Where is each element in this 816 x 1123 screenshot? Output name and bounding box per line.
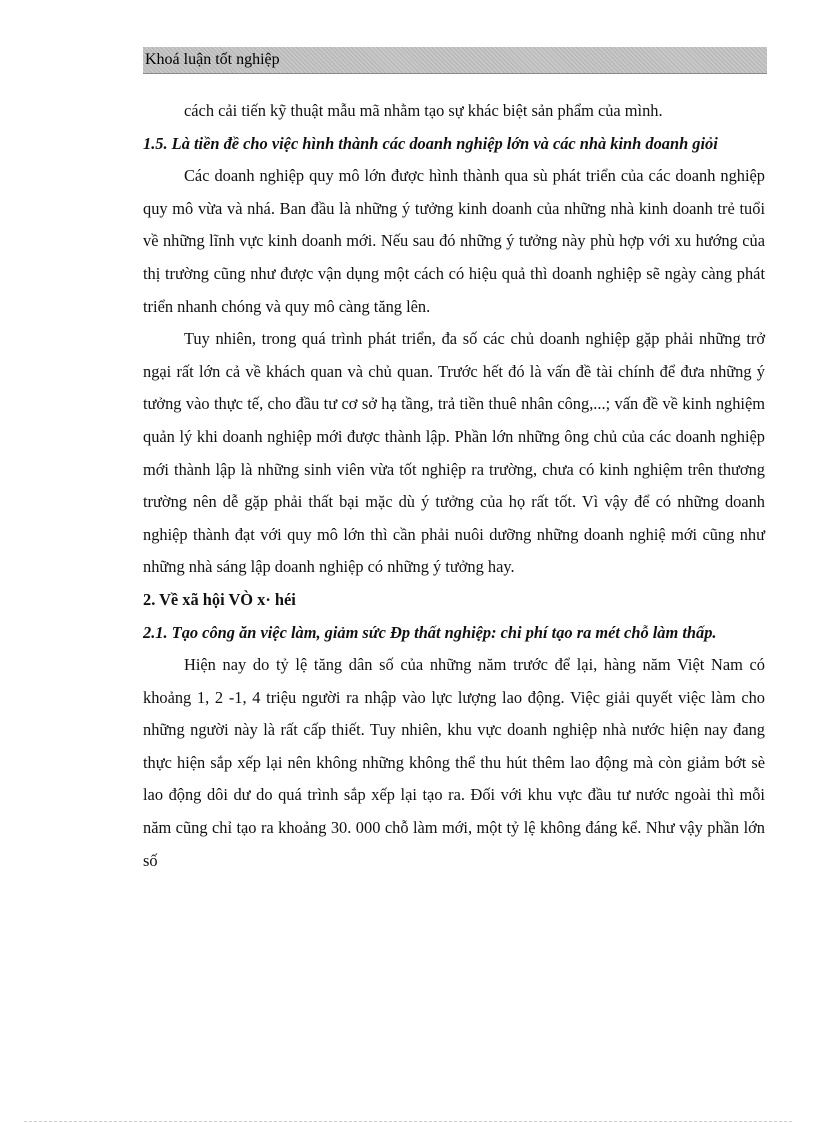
paragraph-continuation: cách cải tiến kỹ thuật mẫu mã nhằm tạo sự khác biệt sản phẩm của mình. (184, 101, 663, 120)
section-heading-1-5: 1.5. Là tiền đề cho việc hình thành các doanh nghiệp lớn và các nhà kinh doanh giỏi (143, 133, 718, 153)
paragraph-employment: Hiện nay do tỷ lệ tăng dân số của những năm trước để lại, hàng năm Việt Nam có khoảng 1, 2 -1, 4 triệu người ra nhập vào lực lượng lao động. Việc giải quyết việc làm cho những người này là rất cấp thiết. Tuy nhiên, khu vực doanh nghiệp nhà nước hiện nay đang thực hiện sắp xếp lại nên không những không thể thu hút thêm lao động mà còn giảm bớt sè lao động dôi dư do quá trình sắp xếp lại tạo ra. Đối với khu vực đầu tư nước ngoài thì mỗi năm cũng chỉ tạo ra khoảng 30. 000 chỗ làm mới, một tỷ lệ không đáng kể. Như vậy phần lớn số (143, 655, 765, 870)
header-title: Khoá luận tốt nghiệp (145, 51, 280, 68)
running-header (143, 47, 767, 74)
page-bottom-divider (24, 1121, 792, 1122)
section-heading-2-1: 2.1. Tạo công ăn việc làm, giảm sức Ðp thất nghiệp: chi phí tạo ra mét chỗ làm thấp. (143, 622, 717, 642)
document-body (143, 95, 765, 877)
paragraph-obstacles: Tuy nhiên, trong quá trình phát triển, đa số các chủ doanh nghiệp gặp phải những trở ngại rất lớn cả về khách quan và chủ quan. Trước hết đó là vấn đề tài chính để đưa những ý tưởng vào thực tế, cho đầu tư cơ sở hạ tầng, trả tiền thuê nhân công,...; vấn đề về kinh nghiệm quản lý khi doanh nghiệp mới được thành lập. Phần lớn những ông chủ của các doanh nghiệp mới thành lập là những sinh viên vừa tốt nghiệp ra trường, chưa có kinh nghiệm trên thương trường nên dễ gặp phải thất bại mặc dù ý tưởng của họ rất tốt. Vì vậy để có những doanh nghiệp thành đạt với quy mô lớn thì cần phải nuôi dưỡng những doanh nghiệ mới cũng như những nhà sáng lập doanh nghiệp có những ý tưởng hay. (143, 329, 765, 577)
paragraph-large-enterprises: Các doanh nghiệp quy mô lớn được hình thành qua sù phát triển của các doanh nghiệp quy mô vừa và nhá. Ban đầu là những ý tưởng kinh doanh của những nhà kinh doanh trẻ tuổi về những lĩnh vực kinh doanh mới. Nếu sau đó những ý tưởng này phù hợp với xu hướng của thị trường cũng như được vận dụng một cách có hiệu quả thì doanh nghiệp sẽ ngày càng phát triển nhanh chóng và quy mô càng tăng lên. (143, 166, 765, 316)
section-heading-2: 2. Về xã hội VÒ x· héi (143, 589, 296, 609)
